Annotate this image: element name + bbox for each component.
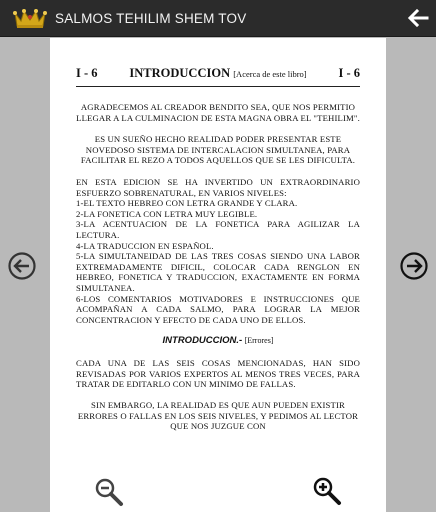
list-item: 4-LA TRADUCCION EN ESPAÑOL. bbox=[76, 240, 214, 251]
title-bar bbox=[0, 0, 436, 37]
list-item: 2-LA FONETICA CON LETRA MUY LEGIBLE. bbox=[76, 208, 258, 219]
paragraph-2: ES UN SUEÑO HECHO REALIDAD PODER PRESENTAR ESTE NOVEDOSO SISTEMA DE INTERCALACION SIMULTANEA, PARA FACILITAR EL REZO A TODOS AQUELLOS QUE SE LES DIFICULTA. bbox=[80, 134, 356, 166]
section-heading-note: [Errores] bbox=[244, 336, 274, 346]
zoom-in-icon[interactable] bbox=[312, 476, 342, 506]
list-item: 3-LA ACENTUACION DE LA FONETICA PARA AGILIZAR LA LECTURA. bbox=[76, 219, 360, 240]
zoom-out-icon[interactable] bbox=[94, 477, 124, 507]
page-number-left: I - 6 bbox=[76, 66, 98, 80]
arrow-left-icon[interactable] bbox=[406, 6, 430, 30]
paragraph-4: CADA UNA DE LAS SEIS COSAS MENCIONADAS, HAN SIDO REVISADAS POR VARIOS EXPERTOS AL MENOS TRES VECES, PARA TRATAR DE EDITARLO CON UN MINIMO DE FALLAS. bbox=[76, 358, 360, 390]
list-item: 5-LA SIMULTANEIDAD DE LAS TRES COSAS SIENDO UNA LABOR EXTREMADAMENTE DIFICIL, COLOCAR CADA RENGLON EN HEBREO, FONETICA Y TRADUCCION, EXACTAMENTE EN FORMA SIMULTANEA. bbox=[76, 251, 360, 293]
page-title-note: [Acerca de este libro] bbox=[233, 69, 307, 79]
paragraph-5: SIN EMBARGO, LA REALIDAD ES QUE AUN PUEDEN EXISTIR ERRORES O FALLAS EN LOS SEIS NIVELES, Y PEDIMOS AL LECTOR QUE NOS JUZGUE CON bbox=[77, 400, 359, 432]
section-heading bbox=[76, 335, 360, 346]
circle-arrow-right-icon[interactable] bbox=[399, 251, 429, 281]
paragraph-1: AGRADECEMOS AL CREADOR BENDITO SEA, QUE NOS PERMITIO LLEGAR A LA CULMINACION DE ESTA MAGNA OBRA EL "TEHILIM". bbox=[76, 102, 360, 123]
paragraph-3: EN ESTA EDICION SE HA INVERTIDO UN EXTRAORDINARIO ESFUERZO SOBRENATURAL, EN VARIOS NIVELES: bbox=[76, 176, 360, 198]
list-item: 6-LOS COMENTARIOS MOTIVADORES E INSTRUCCIONES QUE ACOMPAÑAN A CADA SALMO, PARA LOGRAR LA MEJOR CONCENTRACION Y EFECTO DE CADA UNO DE ELLOS. bbox=[76, 293, 360, 325]
page-title: INTRODUCCION [Acerca de este libro] bbox=[129, 66, 307, 80]
page-number-right: I - 6 bbox=[338, 66, 360, 80]
page-header bbox=[76, 66, 360, 87]
section-heading-title: INTRODUCCION.- bbox=[162, 335, 243, 347]
book-page bbox=[50, 38, 386, 512]
crown-icon bbox=[13, 5, 47, 31]
app-title: SALMOS TEHILIM SHEM TOV bbox=[55, 10, 247, 26]
circle-arrow-left-icon[interactable] bbox=[7, 251, 37, 281]
list-item: 1-EL TEXTO HEBREO CON LETRA GRANDE Y CLARA. bbox=[76, 198, 298, 209]
